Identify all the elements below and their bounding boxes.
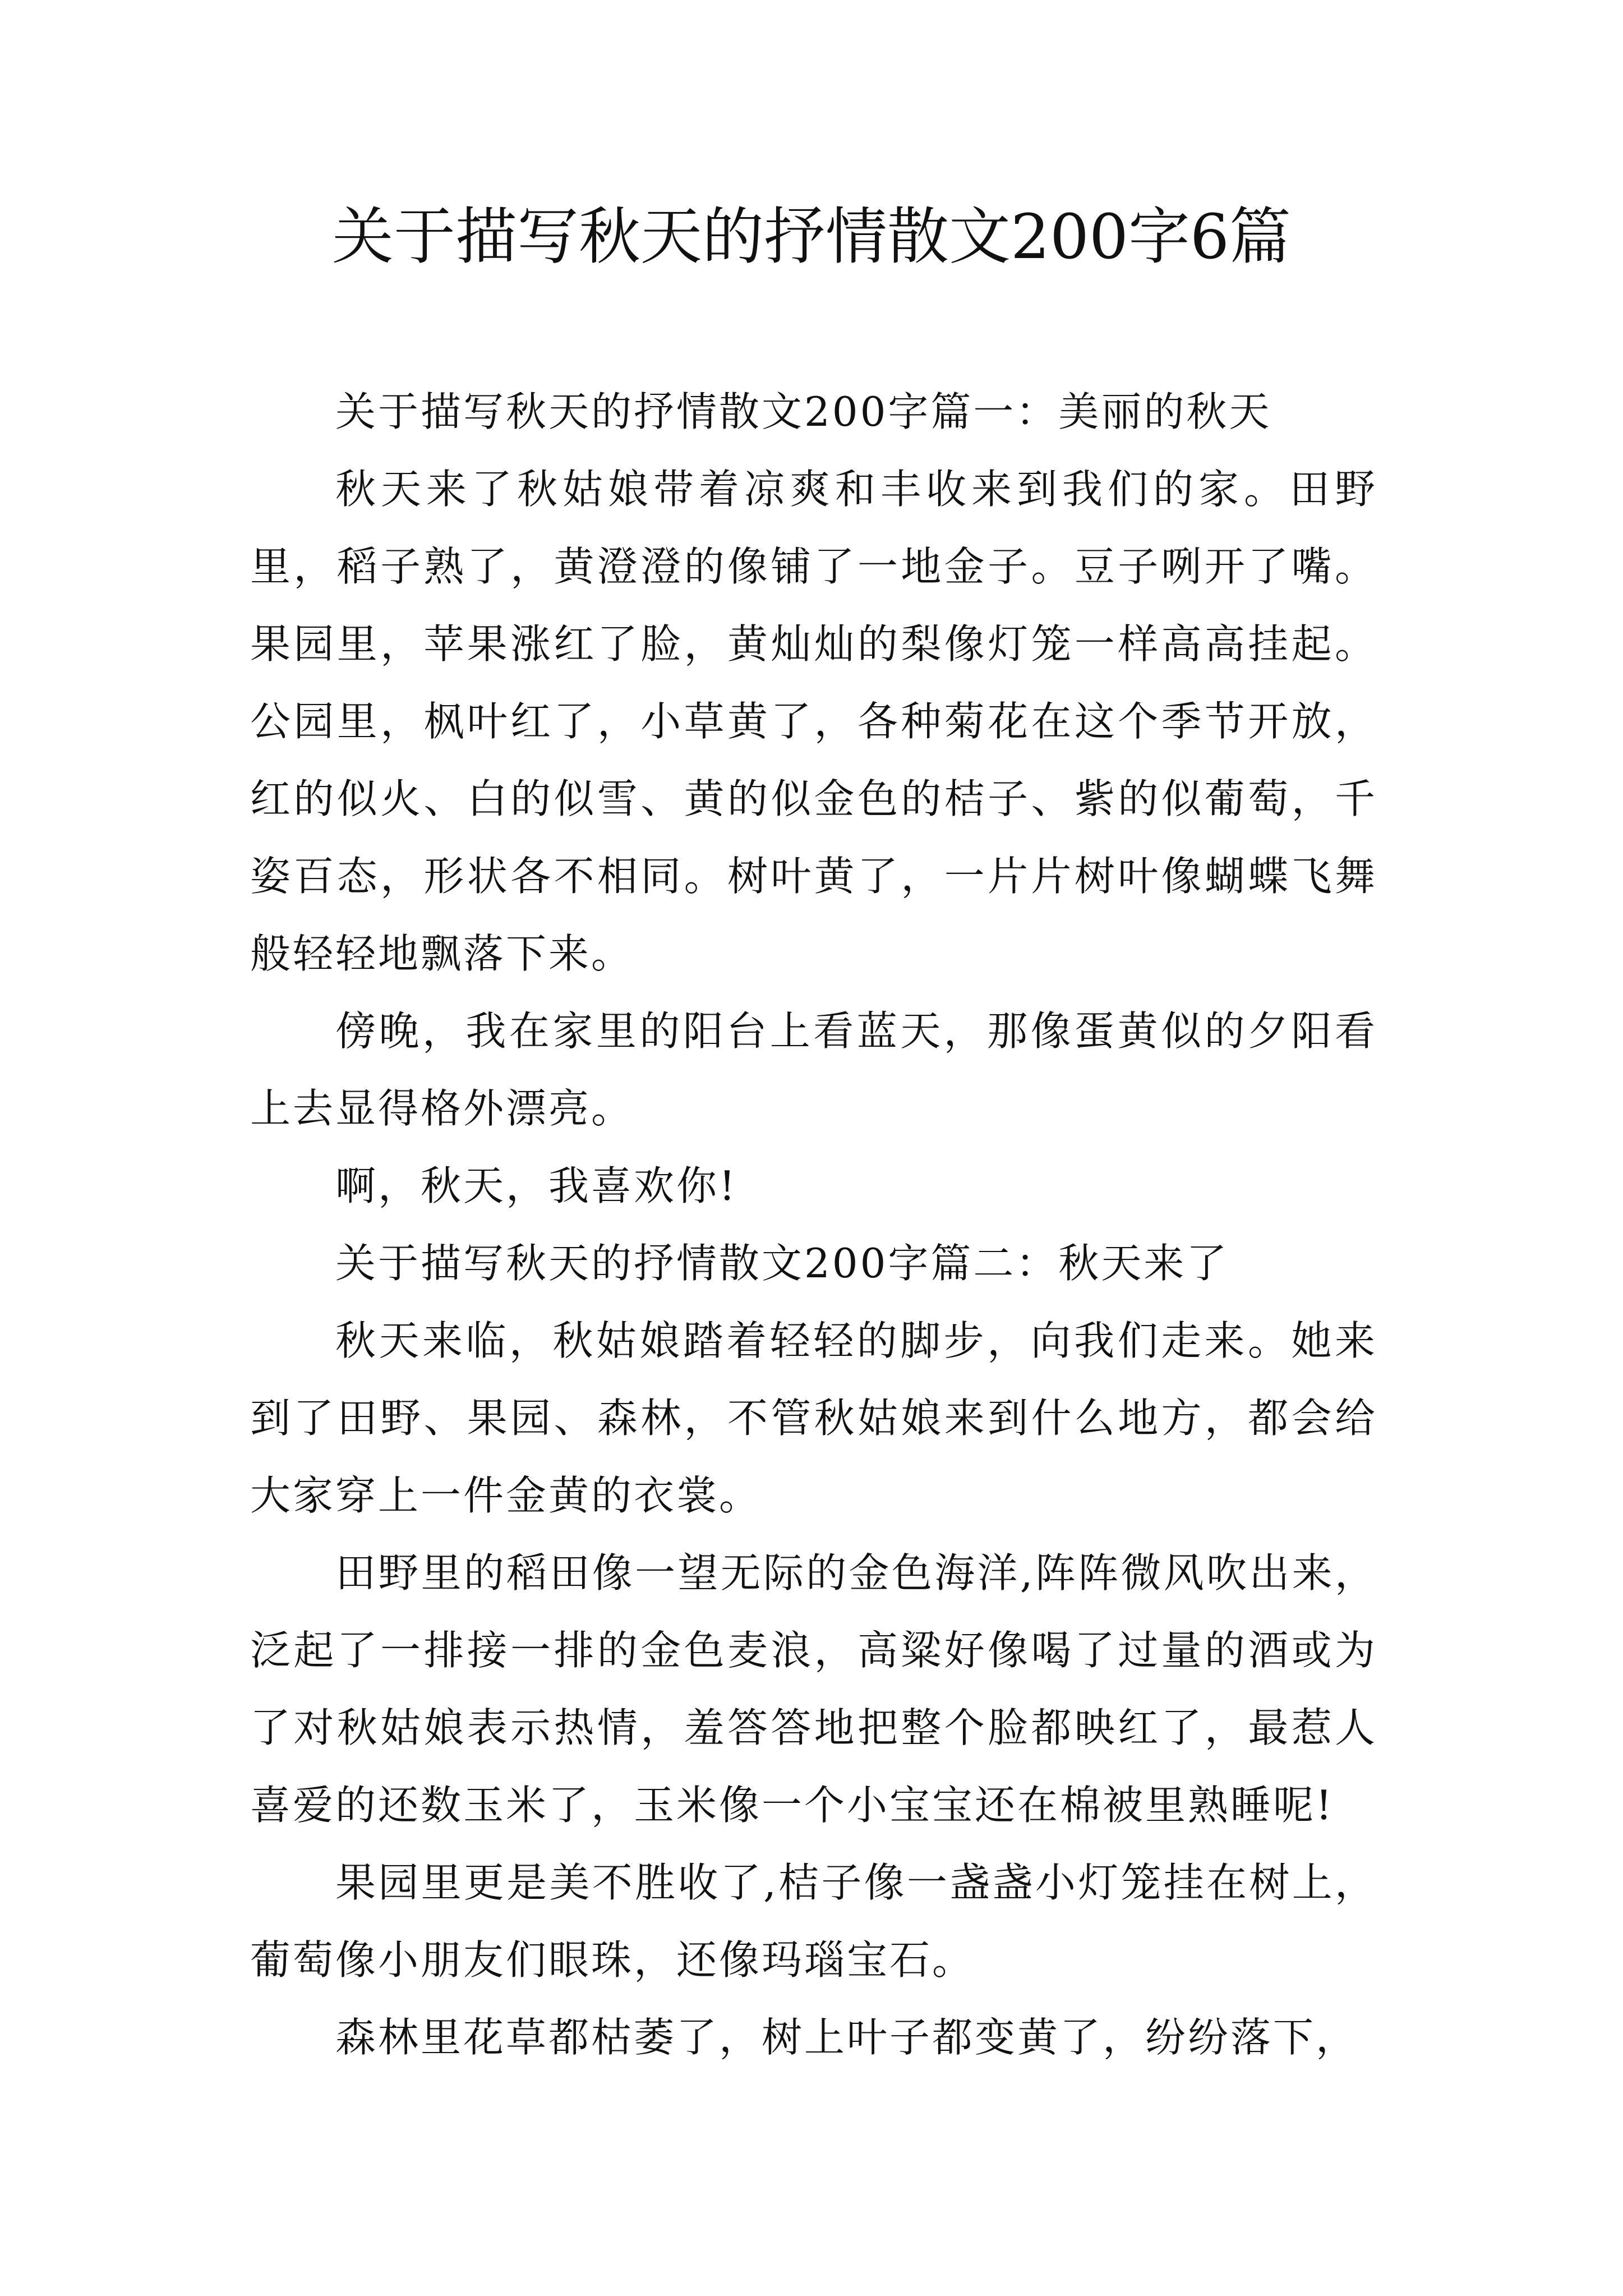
paragraph-heading-1: 关于描写秋天的抒情散文200字篇一：美丽的秋天: [335, 388, 1272, 435]
paragraph: 田野里的稻田像一望无际的金色海洋,阵阵微风吹出来，泛起了一排接一排的金色麦浪，高粱好像喝了过量的酒或为了对秋姑娘表示热情，羞答答地把整个脸都映红了，最惹人喜爱的还数玉米了，玉米像一个小宝宝还在棉被里熟睡呢!: [250, 1549, 1377, 1829]
document-body: [250, 373, 1377, 2076]
paragraph: 傍晚，我在家里的阳台上看蓝天，那像蛋黄似的夕阳看上去显得格外漂亮。: [250, 1007, 1377, 1132]
paragraph: 秋天来了秋姑娘带着凉爽和丰收来到我们的家。田野里，稻子熟了，黄澄澄的像铺了一地金子。豆子咧开了嘴。果园里，苹果涨红了脸，黄灿灿的梨像灯笼一样高高挂起。公园里，枫叶红了，小草黄了，各种菊花在这个季节开放，红的似火、白的似雪、黄的似金色的桔子、紫的似葡萄，千姿百态，形状各不相同。树叶黄了，一片片树叶像蝴蝶飞舞般轻轻地飘落下来。: [250, 466, 1377, 977]
document-title: 关于描写秋天的抒情散文200字6篇: [332, 201, 1291, 273]
paragraph: 果园里更是美不胜收了,桔子像一盏盏小灯笼挂在树上，葡萄像小朋友们眼珠，还像玛瑙宝石。: [250, 1859, 1377, 1984]
paragraph: 秋天来临，秋姑娘踏着轻轻的脚步，向我们走来。她来到了田野、果园、森林，不管秋姑娘来到什么地方，都会给大家穿上一件金黄的衣裳。: [250, 1317, 1377, 1519]
paragraph: 森林里花草都枯萎了，树上叶子都变黄了，纷纷落下，: [335, 2014, 1359, 2061]
paragraph: 啊，秋天，我喜欢你!: [335, 1162, 737, 1209]
paragraph-heading-2: 关于描写秋天的抒情散文200字篇二：秋天来了: [335, 1240, 1229, 1287]
